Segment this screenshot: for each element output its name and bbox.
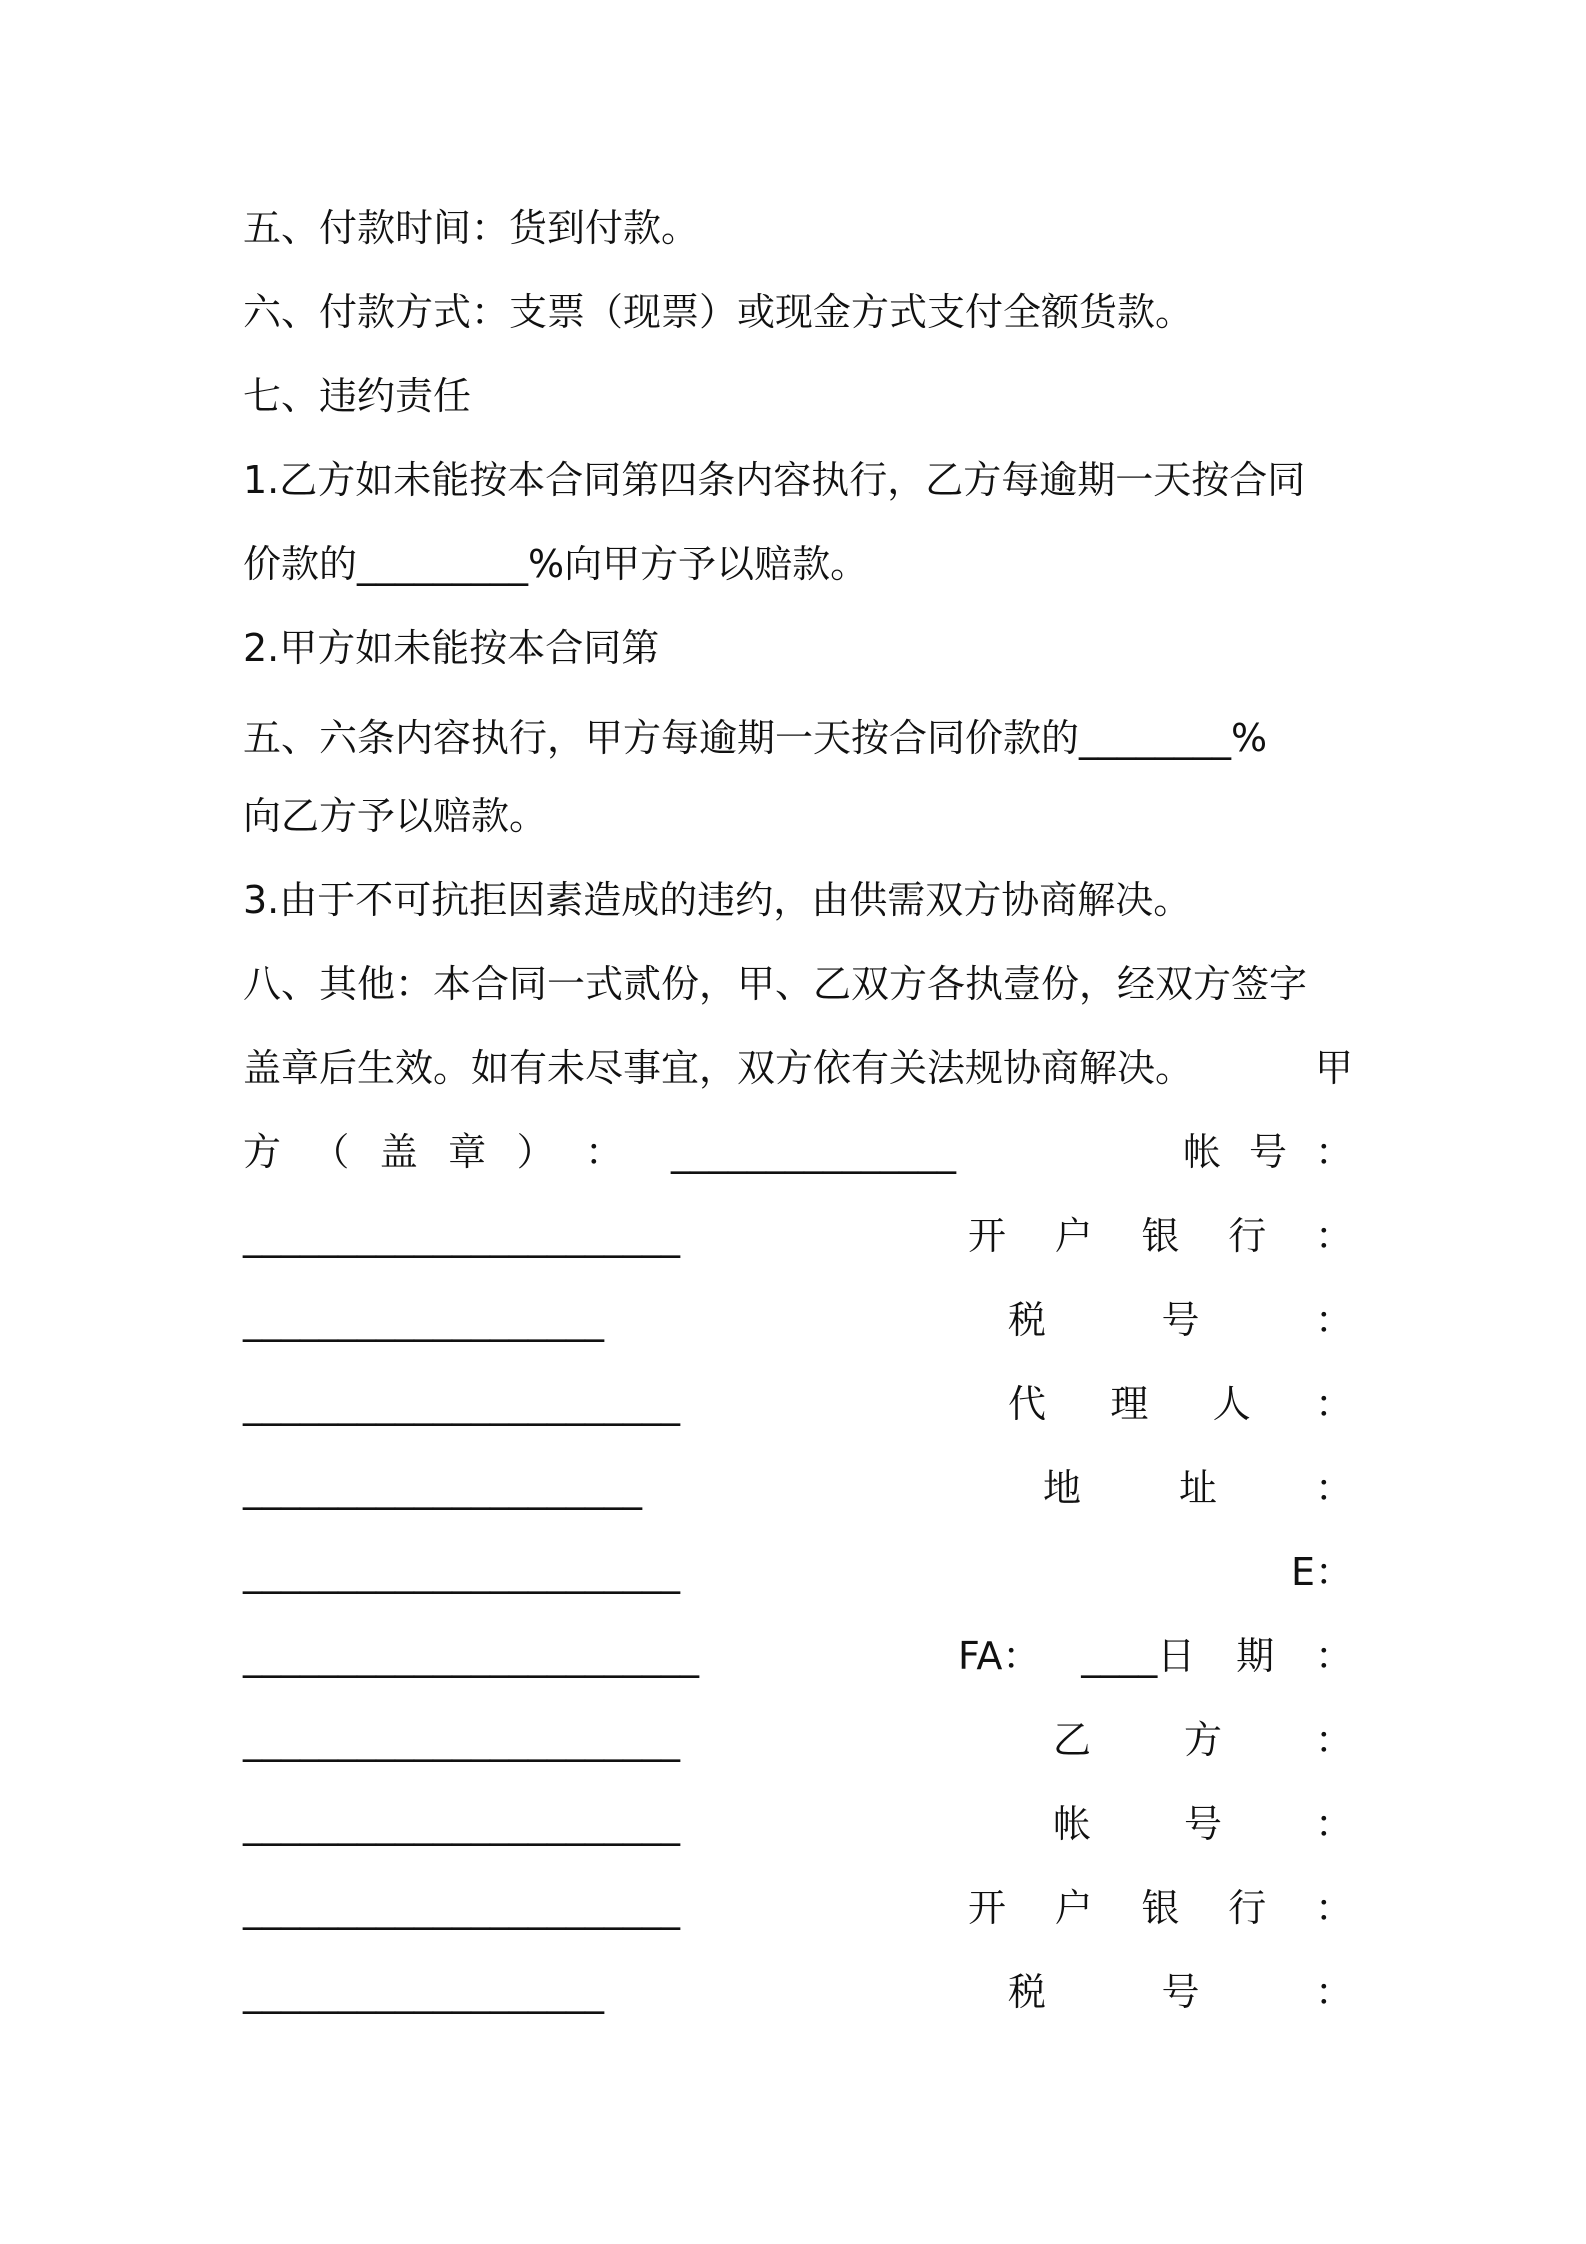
signature-blank: _____________________ xyxy=(243,1466,642,1510)
label-char: ： xyxy=(1314,1718,1353,1762)
label-char: 号 xyxy=(1161,1298,1200,1342)
signature-blank: ___________________ xyxy=(243,1970,604,2014)
clause-breach-heading: 七、违约责任 xyxy=(243,374,472,418)
label-char: 行 xyxy=(1228,1214,1267,1258)
label-char: （ xyxy=(311,1130,350,1174)
label-char: ： xyxy=(1314,1466,1353,1510)
signature-row xyxy=(243,1878,1353,1938)
label-char: 号 xyxy=(1161,1970,1200,2014)
signature-blank: _______________________ xyxy=(243,1718,680,1762)
clause-breach-2-line-2: 五、六条内容执行，甲方每逾期一天按合同价款的________% xyxy=(243,716,1268,760)
clause-breach-2-line-1: 2.甲方如未能按本合同第 xyxy=(243,626,660,670)
party-a-seal-line xyxy=(243,1122,1353,1182)
label-char: 帐 xyxy=(1183,1130,1222,1174)
signature-row xyxy=(243,1290,1353,1350)
signature-blank: ___________________ xyxy=(243,1298,604,1342)
label-char: 税 xyxy=(1008,1970,1047,2014)
label-char: 银 xyxy=(1141,1886,1180,1930)
label-char: ： xyxy=(1314,1970,1353,2014)
label-char: ： xyxy=(1314,1634,1353,1678)
label-char: 人 xyxy=(1212,1382,1251,1426)
label-char: 号 xyxy=(1183,1802,1222,1846)
label-char: FA： xyxy=(958,1634,1041,1678)
clause-breach-1-line-2: 价款的_________%向甲方予以赔款。 xyxy=(243,542,869,586)
label-char: 地 xyxy=(1043,1466,1082,1510)
clause-breach-3: 3.由于不可抗拒因素造成的违约，由供需双方协商解决。 xyxy=(243,878,1192,922)
label-char: 行 xyxy=(1228,1886,1267,1930)
party-a-seal-blank: _______________ xyxy=(671,1130,956,1174)
label-char: ： xyxy=(1314,1382,1353,1426)
label-char: 开 xyxy=(968,1886,1007,1930)
account-a-label xyxy=(1183,1122,1353,1182)
signature-blank: _______________________ xyxy=(243,1214,680,1258)
signature-label xyxy=(1053,1710,1353,1770)
label-char: 方 xyxy=(243,1130,282,1174)
label-char: 户 xyxy=(1054,1886,1093,1930)
signature-blank: _______________________ xyxy=(243,1550,680,1594)
label-char: ____日 xyxy=(1081,1634,1196,1678)
signature-row xyxy=(243,1542,1353,1602)
signature-label xyxy=(958,1626,1353,1686)
label-char: 章 xyxy=(448,1130,487,1174)
label-char: ： xyxy=(1314,1130,1353,1174)
clause-other-line-2 xyxy=(243,1038,1353,1098)
label-char: ： xyxy=(1314,1214,1353,1258)
clause-other-text: 盖章后生效。如有未尽事宜，双方依有关法规协商解决。 xyxy=(243,1046,1194,1090)
clause-payment-method: 六、付款方式：支票（现票）或现金方式支付全额货款。 xyxy=(243,290,1194,334)
label-char: 方 xyxy=(1183,1718,1222,1762)
signature-label xyxy=(1008,1374,1353,1434)
label-char: ： xyxy=(584,1130,623,1174)
label-char: 乙 xyxy=(1053,1718,1092,1762)
label-char: 号 xyxy=(1248,1130,1287,1174)
clause-breach-1-line-1: 1.乙方如未能按本合同第四条内容执行，乙方每逾期一天按合同 xyxy=(243,458,1306,502)
signature-label xyxy=(968,1206,1353,1266)
label-char: 代 xyxy=(1008,1382,1047,1426)
signature-label xyxy=(968,1878,1353,1938)
signature-row xyxy=(243,1710,1353,1770)
signature-row xyxy=(243,1962,1353,2022)
signature-row xyxy=(243,1206,1353,1266)
label-char: 帐 xyxy=(1053,1802,1092,1846)
signature-label xyxy=(1291,1542,1353,1602)
party-a-first-char: 甲 xyxy=(1314,1046,1353,1090)
label-char: E： xyxy=(1290,1550,1353,1594)
clause-breach-2-line-3: 向乙方予以赔款。 xyxy=(243,794,548,838)
label-char: ） xyxy=(516,1130,555,1174)
signature-label xyxy=(1008,1290,1353,1350)
clause-payment-time: 五、付款时间：货到付款。 xyxy=(243,206,700,250)
label-char: 理 xyxy=(1110,1382,1149,1426)
label-char: 开 xyxy=(968,1214,1007,1258)
signature-blank: _______________________ xyxy=(243,1802,680,1846)
signature-row xyxy=(243,1626,1353,1686)
label-char: 期 xyxy=(1236,1634,1275,1678)
signature-label xyxy=(1053,1794,1353,1854)
signature-row xyxy=(243,1374,1353,1434)
signature-blank: _______________________ xyxy=(243,1382,680,1426)
signature-row xyxy=(243,1794,1353,1854)
label-char: ： xyxy=(1314,1802,1353,1846)
signature-label xyxy=(1008,1962,1353,2022)
label-char: 银 xyxy=(1141,1214,1180,1258)
label-char: 盖 xyxy=(379,1130,418,1174)
label-char: 户 xyxy=(1054,1214,1093,1258)
label-char: ： xyxy=(1314,1886,1353,1930)
party-a-seal-label xyxy=(243,1122,623,1182)
signature-label xyxy=(1043,1458,1353,1518)
signature-row xyxy=(243,1458,1353,1518)
clause-other-line-1: 八、其他：本合同一式贰份，甲、乙双方各执壹份，经双方签字 xyxy=(243,962,1308,1006)
label-char: 址 xyxy=(1178,1466,1217,1510)
signature-blank: ________________________ xyxy=(243,1634,699,1678)
label-char: 税 xyxy=(1008,1298,1047,1342)
signature-blank: _______________________ xyxy=(243,1886,680,1930)
label-char: ： xyxy=(1314,1298,1353,1342)
